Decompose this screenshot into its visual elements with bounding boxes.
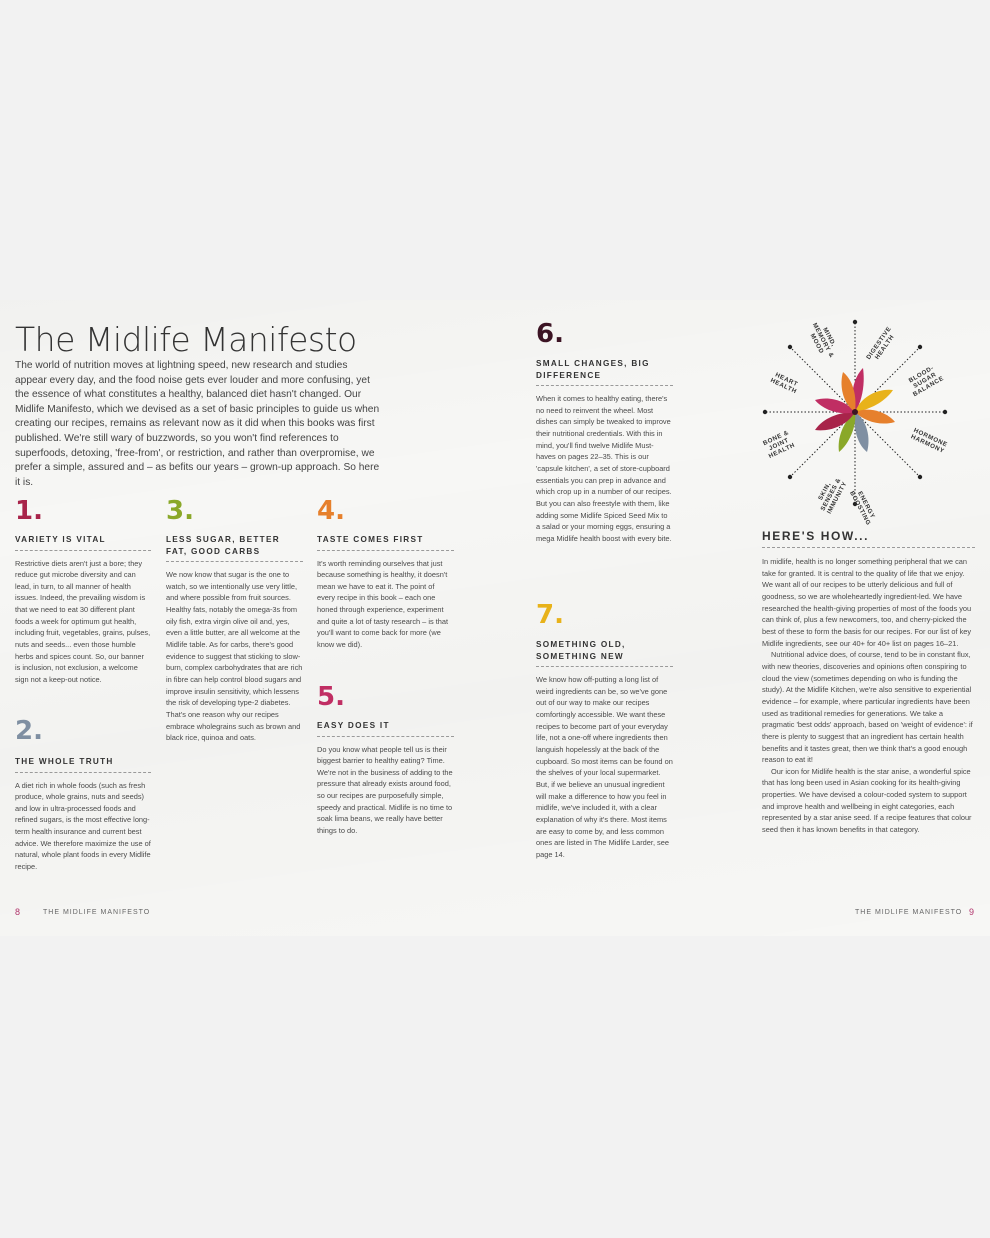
label-digestive-health: DIGESTIVE HEALTH bbox=[865, 325, 896, 361]
principle-number: 1. bbox=[15, 496, 43, 526]
star-anise-diagram bbox=[755, 318, 955, 514]
intro-paragraph: The world of nutrition moves at lightning speed, new research and studies appear every day, and the food noise gets ever louder and more confusing, yet the essence of what constitutes a healthy, balanced diet hasn't changed. Our Midlife Manifesto, which we devised as a set of basic principles to guide us when creating our recipes, remains as relevant now as it did when this books was first published. We're still wary of buzzwords, so you won't find references to superfoods, detoxing, 'free-from', or restriction, and rather than overpromise, we prefer a simple, assured and – as befits our years – grown-up approach. So here it is. bbox=[15, 360, 380, 488]
principle-number: 6. bbox=[536, 319, 564, 349]
heres-how-heading: HERE'S HOW... bbox=[762, 529, 975, 548]
principle-4 bbox=[317, 498, 454, 651]
heres-how-section bbox=[762, 529, 975, 836]
label-bone-joint-health: BONE & JOINT HEALTH bbox=[762, 429, 797, 460]
heres-how-text bbox=[762, 556, 975, 836]
principle-heading: THE WHOLE TRUTH bbox=[15, 756, 151, 773]
principle-heading: EASY DOES IT bbox=[317, 720, 454, 737]
principle-5 bbox=[317, 684, 454, 837]
principle-number: 7. bbox=[536, 600, 564, 630]
principle-text: We know how off-putting a long list of weird ingredients can be, so we've gone out of our way to make our recipes comfortingly accessible. We want these recipes to become part of your everyday life, not a one-off where ingredients then languish hopelessly at the back of the cupboard. So most items can be found on the shelves of your local supermarket. But, if we believe an unusual ingredient will make a difference to how you feel in midlife, we've included it, with a clear explanation of why it's there. Most items are easy to come by, and less common ones are listed in The Midlife Larder, see page 14. bbox=[536, 675, 673, 859]
page-title: The Midlife Manifesto bbox=[15, 320, 357, 359]
label-heart-health: HEART HEALTH bbox=[769, 371, 799, 396]
principle-heading: SOMETHING OLD, SOMETHING NEW bbox=[536, 639, 673, 667]
principle-2 bbox=[15, 718, 151, 873]
running-footer-right: THE MIDLIFE MANIFESTO bbox=[855, 909, 963, 916]
principle-number: 4. bbox=[317, 496, 345, 526]
heres-how-paragraph-3: Our icon for Midlife health is the star anise, a wonderful spice that has long been used in Asian cooking for its health-giving properties. We have devised a colour-coded system to support and improve health and wellbeing in eight categories, each represented by a star anise seed. If a recipe features that colour seed then it has known benefits in that category. bbox=[762, 766, 972, 835]
page-number-right: 9 bbox=[969, 907, 975, 917]
principle-number: 3. bbox=[166, 496, 194, 526]
label-blood-sugar-balance: BLOOD-SUGAR BALANCE bbox=[907, 364, 946, 399]
principle-heading: LESS SUGAR, BETTER FAT, GOOD CARBS bbox=[166, 534, 303, 562]
principle-heading: VARIETY IS VITAL bbox=[15, 534, 151, 551]
label-mind-memory-mood: MIND, MEMORY & MOOD bbox=[808, 321, 838, 360]
principle-1 bbox=[15, 498, 151, 686]
principle-text: A diet rich in whole foods (such as fresh produce, whole grains, nuts and seeds) and low in ultra-processed foods and refined sugars, is the most effective long-term health insurance and current best advice. We therefore maximize the use of natural, whole plant foods in every Midlife recipe. bbox=[15, 780, 151, 872]
principle-heading: TASTE COMES FIRST bbox=[317, 534, 454, 551]
label-skin-senses-immunity: SKIN, SENSES & IMMUNITY bbox=[817, 476, 849, 516]
label-hormone-harmony: HORMONE HARMONY bbox=[909, 426, 949, 455]
principle-text: It's worth reminding ourselves that just because something is healthy, it doesn't mean we have to eat it. The point of every recipe in this book – each one honed through experience, experiment and quite a lot of tasty research – is that you'll want to come back for more (we know we did). bbox=[317, 558, 449, 650]
principle-3 bbox=[166, 498, 303, 744]
principle-text: We now know that sugar is the one to watch, so we intentionally use very little, and where possible from fruit sources. Healthy fats, notably the omega-3s from oily fish, extra virgin olive oil and, yes, even a little butter, are all welcome at the Midlife table. As for carbs, there's good evidence to suggest that sticking to slow-burn, complex carbohydrates that are rich in fibre can help control blood sugars and improve insulin sensitivity, which lessens the risk of developing type-2 diabetes. That's one reason why our recipes embrace wholegrains such as brown and black rice, quinoa and oats. bbox=[166, 570, 303, 743]
principle-number: 2. bbox=[15, 716, 43, 746]
principle-text: When it comes to healthy eating, there's no need to reinvent the wheel. Most dishes can simply be tweaked to improve their nutritional credentials. With this in mind, you'll find twelve Midlife Must-haves on pages 22–35. This is our 'capsule kitchen', a set of store-cupboard essentials you can prep in advance and which crop up in a number of our recipes. But you can also freestyle with them, like adding some Midlife Spiced Seed Mix to a salad or your morning eggs, ensuring a mega Midlife health boost with every bite. bbox=[536, 394, 672, 543]
page-number-left: 8 bbox=[15, 907, 21, 917]
heres-how-paragraph-2: Nutritional advice does, of course, tend to be in constant flux, with new theories, discoveries and opinions often conspiring to cloud the view (sometimes depending on who is funding the study). At the Midlife Kitchen, we're also sensitive to experiential evidence – for example, where particular ingredients have been used as traditional remedies for generations. We take a pragmatic 'best odds' approach, based on 'weight of evidence': if there is plenty to suggest that an ingredient has certain health benefits and it tastes great, then we think that's a good enough reason to eat it! bbox=[762, 650, 973, 765]
principle-text: Restrictive diets aren't just a bore; they reduce gut microbe diversity and can lead, in turn, to all manner of health issues. Indeed, the prevailing wisdom is that we need to eat 30 different plant foods a week for optimum gut health, including fruit, vegetables, grains, pulses, nuts and seeds... even those humble herbs and spices count. So, our banner is inclusion, not exclusion, a welcome sign not a keep-out notice. bbox=[15, 558, 151, 685]
principle-7 bbox=[536, 602, 673, 861]
principle-6 bbox=[536, 321, 673, 545]
running-footer-left: THE MIDLIFE MANIFESTO bbox=[43, 909, 151, 916]
label-energy-boosting: ENERGY BOOSTING bbox=[848, 490, 877, 527]
health-categories-diagram bbox=[755, 318, 955, 527]
principle-heading: SMALL CHANGES, BIG DIFFERENCE bbox=[536, 358, 673, 386]
principle-text: Do you know what people tell us is their biggest barrier to healthy eating? Time. We're not in the business of adding to the pressure that already exists around food, so our recipes are purposefully simple, speedy and practical. Midlife is no time to soak lima beans, we really have better things to do. bbox=[317, 744, 453, 836]
principle-number: 5. bbox=[317, 682, 345, 712]
heres-how-paragraph-1: In midlife, health is no longer something peripheral that we can take for granted. It is central to the quality of life that we enjoy. We want all of our recipes to be utterly delicious and full of goodness, so we are wholeheartedly ingredient-led. We have researched the health-giving properties of most of the foods you can think of, plus a few newcomers, too, and cherry-picked the best of these to form the basis for our recipes. For our list of key Midlife ingredients, see our 40+ for 40+ list on pages 16–21. bbox=[762, 557, 972, 648]
